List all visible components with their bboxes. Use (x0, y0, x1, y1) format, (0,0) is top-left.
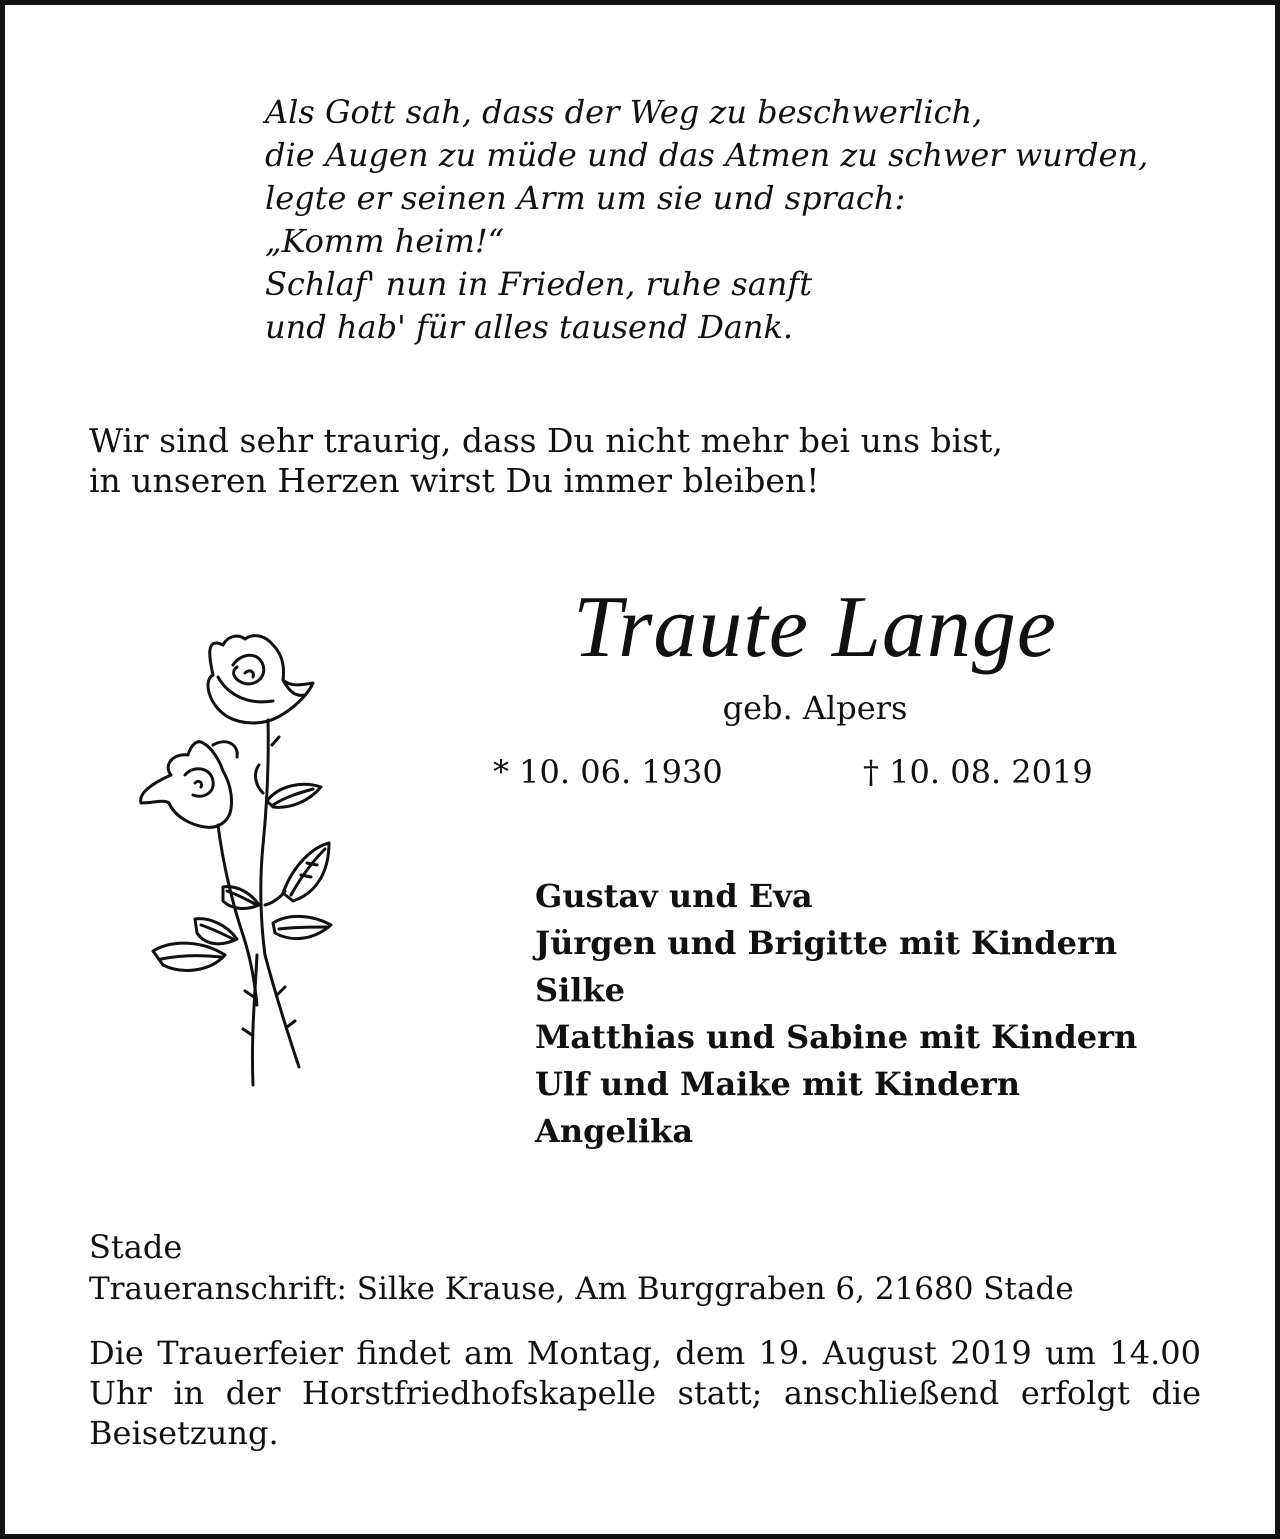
death-date: † 10. 08. 2019 (863, 753, 1093, 791)
mourning-address: Traueranschrift: Silke Krause, Am Burggraben 6, 21680 Stade (89, 1271, 1074, 1307)
mourner-entry: Silke (535, 971, 625, 1009)
intro-line: in unseren Herzen wirst Du immer bleiben! (89, 461, 820, 500)
poem (265, 91, 1225, 349)
poem-line: und hab' für alles tausend Dank. (265, 308, 794, 346)
intro-text (89, 421, 1209, 501)
life-dates (493, 750, 1153, 794)
poem-line: die Augen zu müde und das Atmen zu schwer wurden, (265, 136, 1149, 174)
place-name: Stade (89, 1228, 183, 1266)
poem-line: „Komm heim!“ (265, 222, 505, 260)
rose-illustration-icon (133, 625, 343, 1105)
funeral-information: Die Trauerfeier findet am Montag, dem 19. August 2019 um 14.00 Uhr in der Horstfriedhofskapelle statt; anschließend erfolgt die Beisetzung. (89, 1334, 1201, 1452)
mourner-entry: Matthias und Sabine mit Kindern (535, 1018, 1138, 1056)
mourner-entry: Angelika (535, 1112, 694, 1150)
poem-line: legte er seinen Arm um sie und sprach: (265, 179, 906, 217)
mourner-entry: Jürgen und Brigitte mit Kindern (535, 924, 1118, 962)
mourner-entry: Ulf und Maike mit Kindern (535, 1065, 1021, 1103)
poem-line: Schlaf' nun in Frieden, ruhe sanft (265, 265, 813, 303)
maiden-name: geb. Alpers (722, 689, 908, 727)
birth-date: * 10. 06. 1930 (493, 753, 723, 791)
poem-line: Als Gott sah, dass der Weg zu beschwerlich, (265, 93, 983, 131)
deceased-name: Traute Lange (573, 579, 1057, 676)
mourner-entry: Gustav und Eva (535, 877, 813, 915)
intro-line: Wir sind sehr traurig, dass Du nicht mehr bei uns bist, (89, 421, 1003, 460)
mourners-list (535, 873, 1235, 1155)
